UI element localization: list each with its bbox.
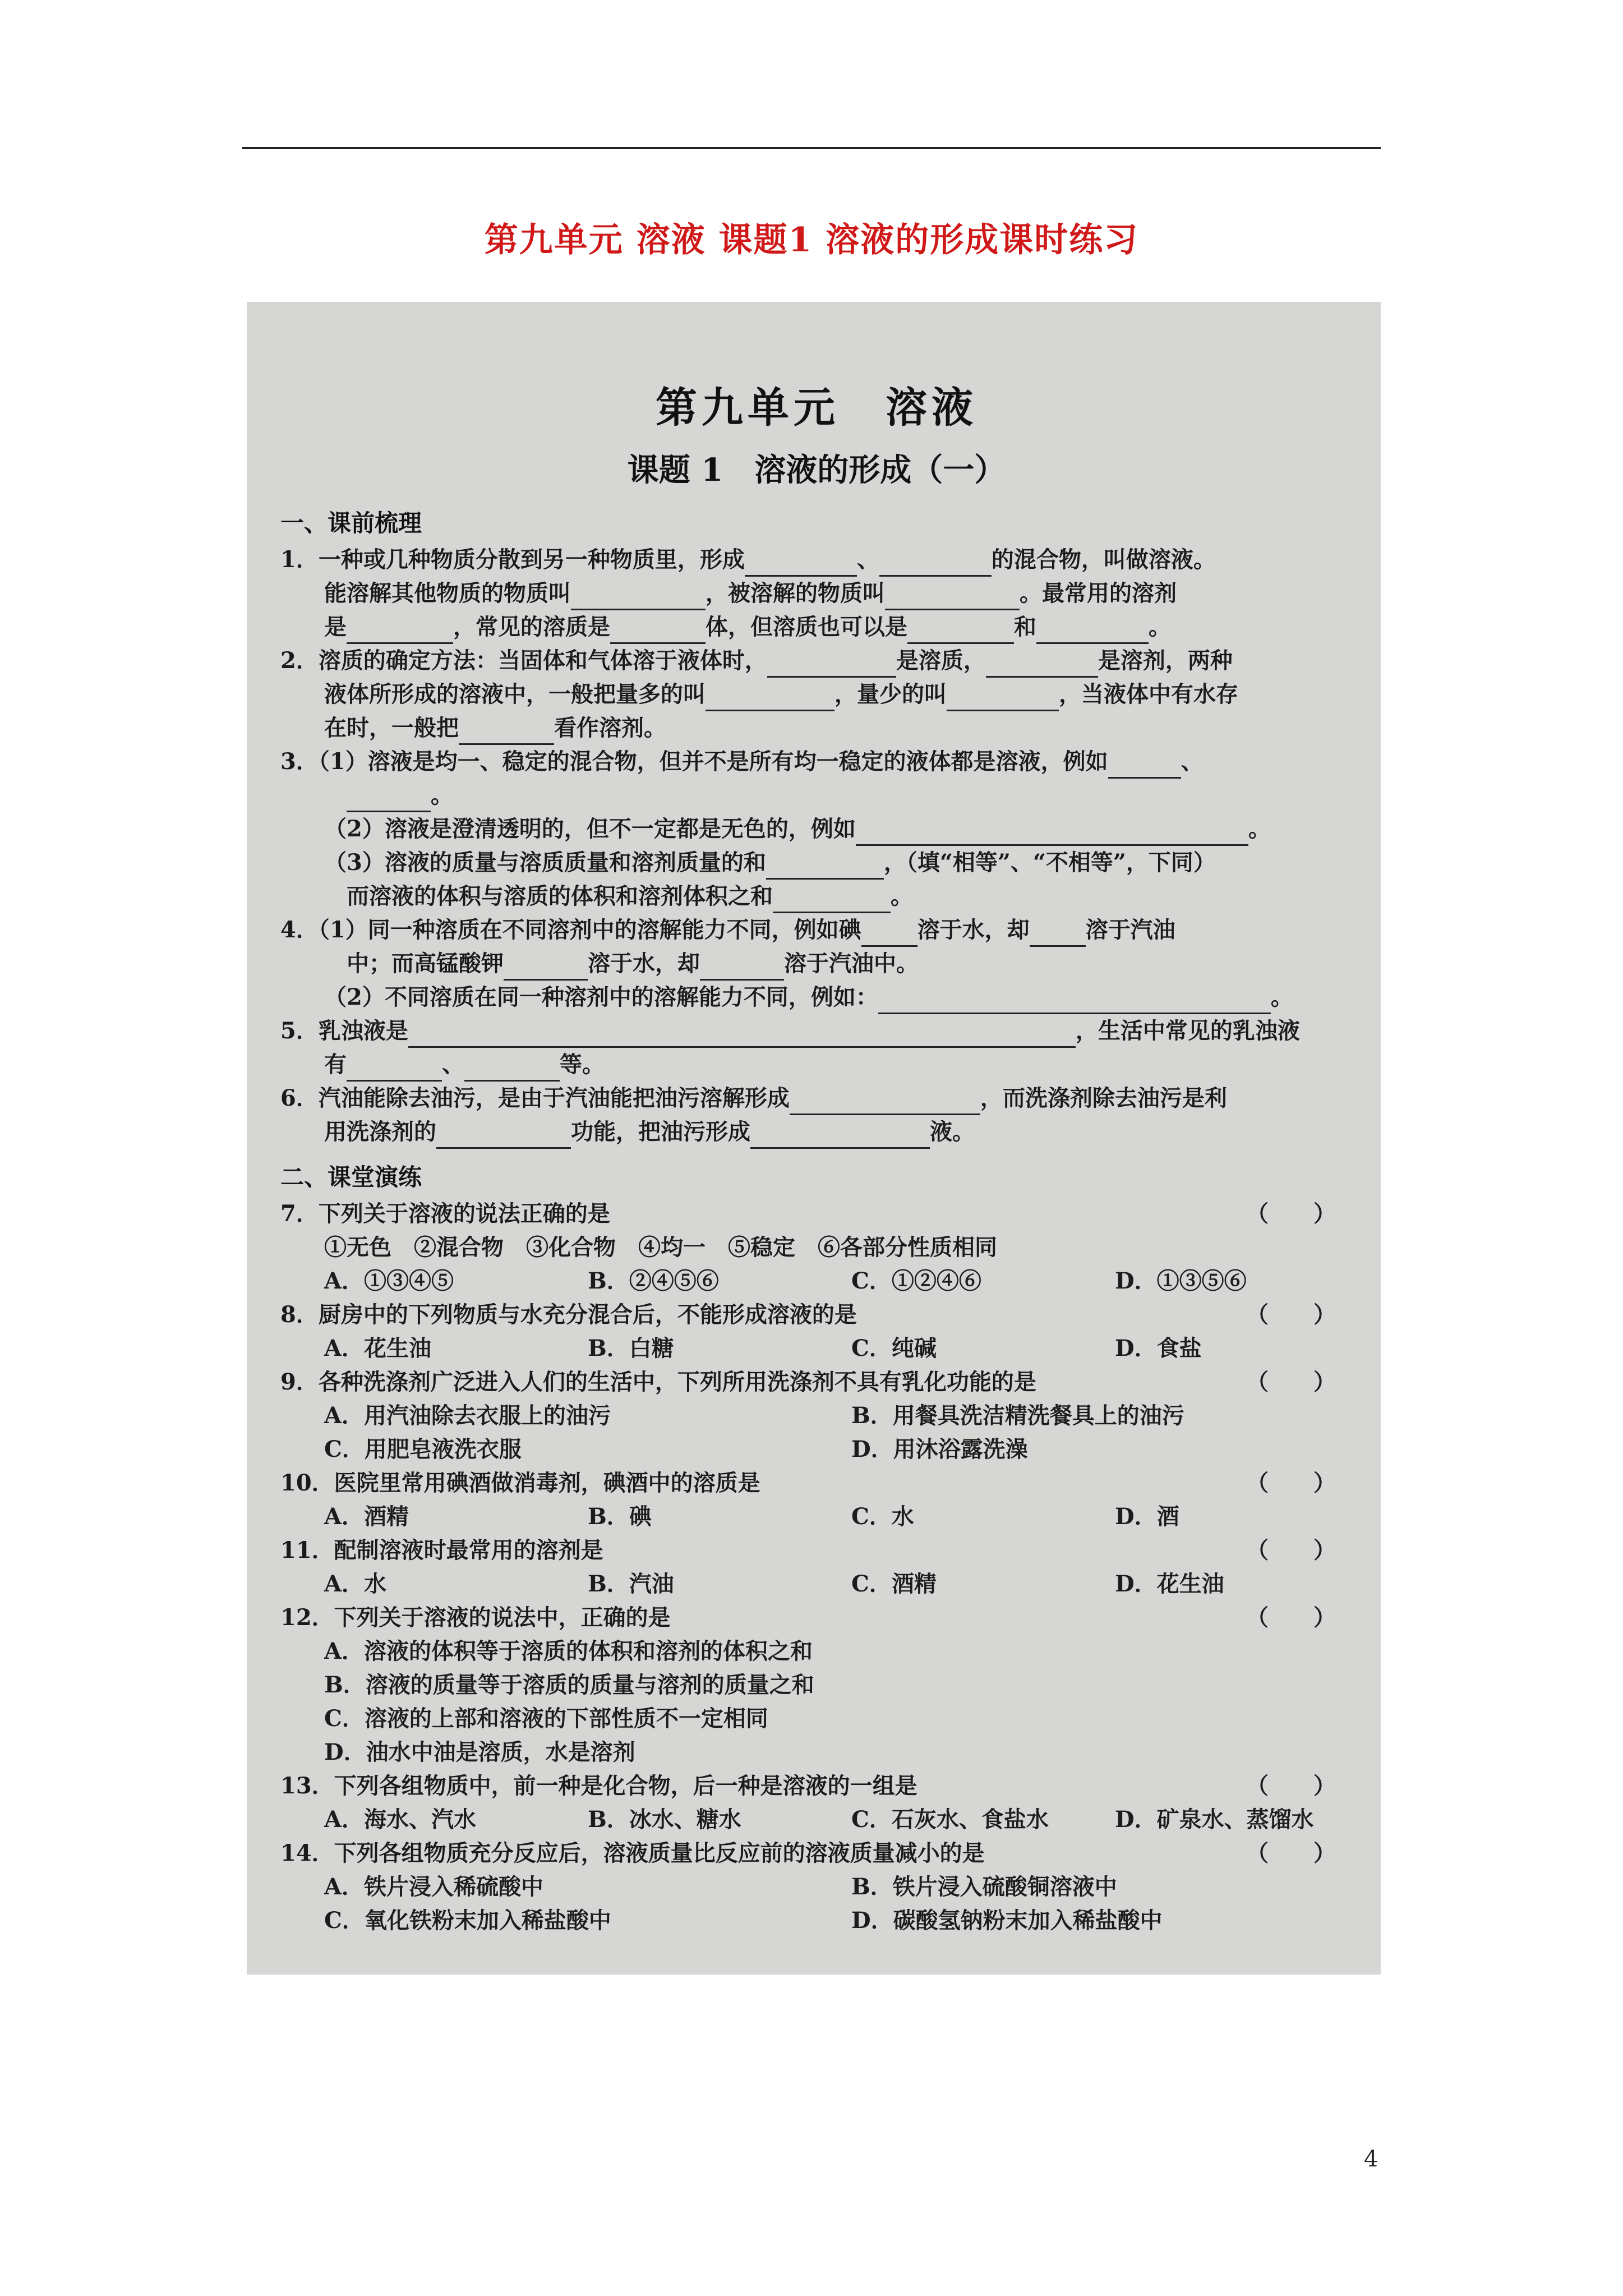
- blank: [790, 1089, 980, 1115]
- option-c: C．氧化铁粉末加入稀盐酸中: [324, 1907, 611, 1934]
- blank: [347, 786, 431, 812]
- question-1: 1．一种或几种物质分散到另一种物质里，形成 、 的混合物，叫做溶液。 能溶解其他物质的物质叫 ，被溶解的物质叫 。最常用的溶剂 是 ，常见的溶质是 体，但溶质也可以是 和 。: [280, 543, 1353, 644]
- blank: [347, 618, 453, 644]
- option-d: D．酒: [1115, 1503, 1179, 1530]
- option-b: B．②④⑤⑥: [588, 1268, 719, 1294]
- option-c: C．水: [851, 1503, 914, 1530]
- question-11: 11．配制溶液时最常用的溶剂是 （ ） A．水 B．汽油 C．酒精 D．花生油: [280, 1534, 1353, 1601]
- blank: [907, 618, 1014, 644]
- blank: [879, 550, 992, 577]
- section-pre-class: 一、课前梳理: [280, 509, 422, 537]
- blank: [947, 685, 1059, 711]
- option-c: C．酒精: [851, 1571, 937, 1597]
- question-10: 10．医院里常用碘酒做消毒剂，碘酒中的溶质是 （ ） A．酒精 B．碘 C．水 D．酒: [280, 1466, 1353, 1534]
- blank: [347, 1055, 442, 1082]
- option-d: D．用沐浴露洗澡: [851, 1436, 1028, 1462]
- blank: [878, 988, 1271, 1014]
- option-c: C．用肥皂液洗衣服: [324, 1436, 522, 1462]
- option-b: B．溶液的质量等于溶质的质量与溶剂的质量之和: [324, 1672, 814, 1698]
- question-5: 5．乳浊液是 ，生活中常见的乳浊液 有 、 等。: [280, 1014, 1353, 1082]
- question-9: 9．各种洗涤剂广泛进入人们的生活中，下列所用洗涤剂不具有乳化功能的是 （ ） A．用汽油除去衣服上的油污 B．用餐具洗洁精洗餐具上的油污 C．用肥皂液洗衣服 D．用沐浴露洗澡: [280, 1365, 1353, 1466]
- question-7: 7．下列关于溶液的说法正确的是 （ ） ①无色 ②混合物 ③化合物 ④均一 ⑤稳定 ⑥各部分性质相同 A．①③④⑤ B．②④⑤⑥ C．①②④⑥ D．①③⑤⑥: [280, 1197, 1353, 1298]
- blank: [706, 685, 834, 711]
- option-a: A．海水、汽水: [324, 1806, 477, 1833]
- blank: [773, 887, 891, 913]
- blank: [408, 1022, 1076, 1048]
- blank: [1030, 921, 1086, 947]
- option-a: A．铁片浸入稀硫酸中: [324, 1874, 544, 1900]
- question-12: 12．下列关于溶液的说法中，正确的是 （ ） A．溶液的体积等于溶质的体积和溶剂的体积之和 B．溶液的质量等于溶质的质量与溶剂的质量之和 C．溶液的上部和溶液的下部性质不一定相同 D．油水中油是溶质，水是溶剂: [280, 1601, 1353, 1769]
- question-8: 8．厨房中的下列物质与水充分混合后，不能形成溶液的是 （ ） A．花生油 B．白糖 C．纯碱 D．食盐: [280, 1298, 1353, 1365]
- option-a: A．溶液的体积等于溶质的体积和溶剂的体积之和: [324, 1638, 813, 1664]
- option-a: A．花生油: [324, 1335, 432, 1361]
- question-4: 4．（1）同一种溶质在不同溶剂中的溶解能力不同，例如碘 溶于水，却 溶于汽油 中；而高锰酸钾 溶于水，却 溶于汽油中。 （2）不同溶质在同一种溶剂中的溶解能力不同，例如： 。: [280, 913, 1353, 1014]
- option-a: A．①③④⑤: [324, 1268, 454, 1294]
- option-b: B．用餐具洗洁精洗餐具上的油污: [851, 1402, 1184, 1429]
- blank: [986, 651, 1098, 678]
- blank: [700, 954, 784, 981]
- scanned-worksheet: [247, 302, 1381, 1975]
- option-d: D．①③⑤⑥: [1115, 1268, 1247, 1294]
- option-d: D．油水中油是溶质，水是溶剂: [324, 1739, 635, 1765]
- blank: [464, 1055, 560, 1082]
- question-2: 2．溶质的确定方法：当固体和气体溶于液体时， 是溶质， 是溶剂，两种 液体所形成的溶液中，一般把量多的叫 ，量少的叫 ，当液体中有水存 在时，一般把 看作溶剂。: [280, 644, 1353, 745]
- blank: [1036, 618, 1149, 644]
- blank: [766, 853, 884, 880]
- blank: [885, 584, 1020, 610]
- option-a: A．用汽油除去衣服上的油污: [324, 1402, 611, 1429]
- question-3: 3．（1）溶液是均一、稳定的混合物，但并不是所有均一稳定的液体都是溶液，例如 、 。 （2）溶液是澄清透明的，但不一定都是无色的，例如 。 （3）溶液的质量与溶质质量和溶剂质量的和 ，（填“相等”、“不相等”，下同） 而溶液的体积与溶质的体积和溶剂体积之和 。: [280, 745, 1353, 913]
- page-title: 第九单元 溶液 课题1 溶液的形成课时练习: [484, 220, 1139, 260]
- blank: [610, 618, 706, 644]
- blank: [745, 550, 857, 577]
- section-in-class: 二、课堂演练: [280, 1163, 422, 1191]
- option-c: C．①②④⑥: [851, 1268, 981, 1294]
- option-c: C．溶液的上部和溶液的下部性质不一定相同: [324, 1705, 768, 1732]
- unit-title: 第九单元 溶液: [656, 384, 978, 432]
- blank: [459, 719, 554, 745]
- header-rule: [242, 147, 1381, 149]
- blank: [1108, 752, 1181, 779]
- option-d: D．花生油: [1115, 1571, 1224, 1597]
- blank: [504, 954, 588, 981]
- blank: [750, 1122, 930, 1149]
- blank: [861, 921, 917, 947]
- blank: [571, 584, 706, 610]
- option-c: C．石灰水、食盐水: [851, 1806, 1049, 1833]
- question-6: 6．汽油能除去油污，是由于汽油能把油污溶解形成 ，而洗涤剂除去油污是利 用洗涤剂的 功能，把油污形成 液。: [280, 1082, 1353, 1149]
- option-d: D．矿泉水、蒸馏水: [1115, 1806, 1314, 1833]
- option-b: B．冰水、糖水: [588, 1806, 741, 1833]
- blank: [436, 1122, 571, 1149]
- option-b: B．汽油: [588, 1571, 674, 1597]
- option-c: C．纯碱: [851, 1335, 937, 1361]
- option-a: A．酒精: [324, 1503, 409, 1530]
- option-d: D．食盐: [1115, 1335, 1202, 1361]
- question-14: 14．下列各组物质充分反应后，溶液质量比反应前的溶液质量减小的是 （ ） A．铁片浸入稀硫酸中 B．铁片浸入硫酸铜溶液中 C．氧化铁粉末加入稀盐酸中 D．碳酸氢钠粉末加入稀盐酸中: [280, 1837, 1353, 1938]
- option-d: D．碳酸氢钠粉末加入稀盐酸中: [851, 1907, 1163, 1934]
- page-number: 4: [1364, 2146, 1378, 2172]
- lesson-title: 课题 1 溶液的形成（一）: [627, 452, 1006, 489]
- question-13: 13．下列各组物质中，前一种是化合物，后一种是溶液的一组是 （ ） A．海水、汽水 B．冰水、糖水 C．石灰水、食盐水 D．矿泉水、蒸馏水: [280, 1769, 1353, 1837]
- option-a: A．水: [324, 1571, 387, 1597]
- option-b: B．铁片浸入硫酸铜溶液中: [851, 1874, 1117, 1900]
- option-b: B．碘: [588, 1503, 652, 1530]
- blank: [856, 820, 1248, 846]
- blank: [767, 651, 896, 678]
- option-b: B．白糖: [588, 1335, 674, 1361]
